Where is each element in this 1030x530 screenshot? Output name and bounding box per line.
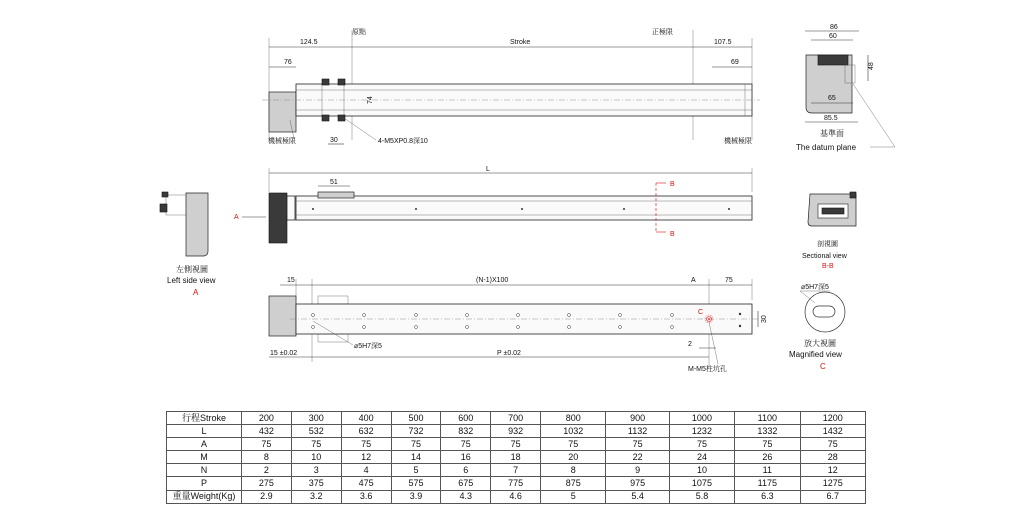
dim-60: 60 xyxy=(829,33,837,40)
spec-cell: 5 xyxy=(541,490,606,503)
sectional-label-en: Sectional view xyxy=(802,253,847,260)
spec-cell: 475 xyxy=(341,477,391,490)
spec-cell: 932 xyxy=(491,425,541,438)
spec-cell: 6 xyxy=(441,464,491,477)
end-view xyxy=(796,24,895,152)
spec-cell: 1275 xyxy=(800,477,865,490)
dim-76: 76 xyxy=(284,59,292,66)
spec-cell: 75 xyxy=(800,438,865,451)
label-hole-h7: ⌀5H7深5 xyxy=(354,343,382,350)
spec-cell: 1000 xyxy=(669,412,734,425)
spec-cell: 6.3 xyxy=(735,490,800,503)
magnified-label-cn: 放大視圖 xyxy=(804,339,836,348)
spec-row-label: P xyxy=(167,477,242,490)
spec-cell: 200 xyxy=(242,412,292,425)
spec-cell: 375 xyxy=(291,477,341,490)
spec-cell: 75 xyxy=(341,438,391,451)
spec-cell: 3.9 xyxy=(391,490,441,503)
spec-cell: 3 xyxy=(291,464,341,477)
dim-86: 86 xyxy=(830,24,838,31)
spec-cell: 4.6 xyxy=(491,490,541,503)
spec-cell: 75 xyxy=(541,438,606,451)
spec-row xyxy=(167,451,866,464)
magnified-label-en: Magnified view xyxy=(789,350,842,359)
spec-cell: 1200 xyxy=(800,412,865,425)
spec-cell: 75 xyxy=(735,438,800,451)
spec-row xyxy=(167,477,866,490)
dim-74: 74 xyxy=(367,96,374,104)
spec-cell: 700 xyxy=(491,412,541,425)
label-origin: 原點 xyxy=(352,29,366,36)
sectional-label-cn: 剖視圖 xyxy=(817,241,838,248)
sectional-label-letter: B-B xyxy=(822,263,834,270)
sectional-view xyxy=(802,192,856,270)
label-B-bottom: B xyxy=(670,231,675,238)
spec-cell: 1232 xyxy=(669,425,734,438)
spec-cell: 75 xyxy=(441,438,491,451)
spec-cell: 400 xyxy=(341,412,391,425)
spec-cell: 900 xyxy=(606,412,669,425)
spec-cell: 8 xyxy=(242,451,292,464)
spec-cell: 11 xyxy=(735,464,800,477)
dim-L: L xyxy=(486,166,490,173)
spec-cell: 5 xyxy=(391,464,441,477)
spec-cell: 14 xyxy=(391,451,441,464)
spec-cell: 75 xyxy=(242,438,292,451)
left-side-label-en: Left side view xyxy=(167,276,216,285)
spec-table xyxy=(166,411,866,504)
spec-cell: 5.8 xyxy=(669,490,734,503)
spec-row-label: A xyxy=(167,438,242,451)
spec-cell: 8 xyxy=(541,464,606,477)
spec-cell: 2 xyxy=(242,464,292,477)
dim-65: 65 xyxy=(828,95,836,102)
dim-P-tol: P ±0.02 xyxy=(497,350,521,357)
spec-cell: 632 xyxy=(341,425,391,438)
spec-row xyxy=(167,425,866,438)
spec-cell: 12 xyxy=(800,464,865,477)
spec-row-label: L xyxy=(167,425,242,438)
magnified-hole-label: ⌀5H7深5 xyxy=(801,284,829,291)
spec-cell: 500 xyxy=(391,412,441,425)
spec-cell: 75 xyxy=(391,438,441,451)
spec-cell: 275 xyxy=(242,477,292,490)
spec-cell: 20 xyxy=(541,451,606,464)
spec-cell: 3.6 xyxy=(341,490,391,503)
spec-cell: 75 xyxy=(606,438,669,451)
spec-cell: 975 xyxy=(606,477,669,490)
spec-cell: 732 xyxy=(391,425,441,438)
spec-cell: 4 xyxy=(341,464,391,477)
dim-30-bottom: 30 xyxy=(761,315,768,323)
magnified-view xyxy=(789,283,845,371)
side-view xyxy=(234,166,752,243)
label-C: C xyxy=(698,309,704,316)
left-side-label-letter: A xyxy=(193,288,199,297)
label-hole-spec: 4-M5XP0.8深10 xyxy=(378,138,428,145)
spec-cell: 775 xyxy=(491,477,541,490)
dim-85-5: 85.5 xyxy=(824,115,838,122)
spec-cell: 675 xyxy=(441,477,491,490)
magnified-label-letter: C xyxy=(820,362,826,371)
spec-cell: 5.4 xyxy=(606,490,669,503)
bottom-view xyxy=(269,277,768,373)
dim-A: A xyxy=(691,277,696,284)
label-B-top: B xyxy=(670,181,675,188)
spec-cell: 575 xyxy=(391,477,441,490)
spec-cell: 18 xyxy=(491,451,541,464)
spec-cell: 26 xyxy=(735,451,800,464)
spec-cell: 300 xyxy=(291,412,341,425)
spec-cell: 1132 xyxy=(606,425,669,438)
label-positive-limit: 正極限 xyxy=(652,29,673,36)
spec-cell: 875 xyxy=(541,477,606,490)
dim-75: 75 xyxy=(725,277,733,284)
spec-cell: 832 xyxy=(441,425,491,438)
spec-cell: 3.2 xyxy=(291,490,341,503)
spec-cell: 800 xyxy=(541,412,606,425)
spec-row xyxy=(167,412,866,425)
spec-cell: 432 xyxy=(242,425,292,438)
dim-124-5: 124.5 xyxy=(300,39,318,46)
spec-cell: 1332 xyxy=(735,425,800,438)
spec-row xyxy=(167,464,866,477)
spec-cell: 75 xyxy=(491,438,541,451)
spec-cell: 6.7 xyxy=(800,490,865,503)
spec-cell: 532 xyxy=(291,425,341,438)
dim-51: 51 xyxy=(330,179,338,186)
dim-69: 69 xyxy=(731,59,739,66)
spec-row-label: 行程Stroke xyxy=(167,412,242,425)
spec-cell: 1175 xyxy=(735,477,800,490)
dim-30-top: 30 xyxy=(330,137,338,144)
spec-cell: 4.3 xyxy=(441,490,491,503)
spec-cell: 16 xyxy=(441,451,491,464)
spec-cell: 75 xyxy=(669,438,734,451)
spec-cell: 12 xyxy=(341,451,391,464)
label-mech-limit-right: 機械極限 xyxy=(724,138,752,145)
spec-cell: 1075 xyxy=(669,477,734,490)
spec-cell: 10 xyxy=(291,451,341,464)
label-datum-cn: 基準面 xyxy=(820,129,844,138)
spec-row xyxy=(167,438,866,451)
spec-row-label: 重量Weight(Kg) xyxy=(167,490,242,503)
spec-cell: 2.9 xyxy=(242,490,292,503)
dim-48: 48 xyxy=(868,62,875,70)
end-carriage xyxy=(818,55,848,65)
spec-cell: 7 xyxy=(491,464,541,477)
spec-cell: 1432 xyxy=(800,425,865,438)
spec-cell: 9 xyxy=(606,464,669,477)
label-A-arrow: A xyxy=(234,214,239,221)
top-view xyxy=(262,27,760,145)
dim-15: 15 xyxy=(287,277,295,284)
spec-row-label: N xyxy=(167,464,242,477)
spec-row xyxy=(167,490,866,503)
dim-15-tol: 15 ±0.02 xyxy=(270,350,298,357)
rail-body-side xyxy=(296,196,752,220)
dim-107-5: 107.5 xyxy=(714,39,732,46)
label-datum-en: The datum plane xyxy=(796,143,857,152)
left-side-label-cn: 左側視圖 xyxy=(176,265,208,274)
label-counterbore: M-M5柱坑孔 xyxy=(688,366,727,373)
spec-cell: 28 xyxy=(800,451,865,464)
spec-cell: 1100 xyxy=(735,412,800,425)
dim-stroke: Stroke xyxy=(510,39,531,46)
motor-cover-side xyxy=(269,193,287,243)
left-side-view xyxy=(160,192,216,297)
label-mech-limit-left: 機械極限 xyxy=(268,138,296,145)
spec-cell: 1032 xyxy=(541,425,606,438)
spec-cell: 75 xyxy=(291,438,341,451)
motor-block-top xyxy=(269,92,296,132)
dim-pitch: (N-1)X100 xyxy=(476,277,509,284)
spec-cell: 22 xyxy=(606,451,669,464)
spec-cell: 600 xyxy=(441,412,491,425)
spec-cell: 24 xyxy=(669,451,734,464)
dim-2: 2 xyxy=(688,341,692,348)
spec-cell: 10 xyxy=(669,464,734,477)
spec-row-label: M xyxy=(167,451,242,464)
